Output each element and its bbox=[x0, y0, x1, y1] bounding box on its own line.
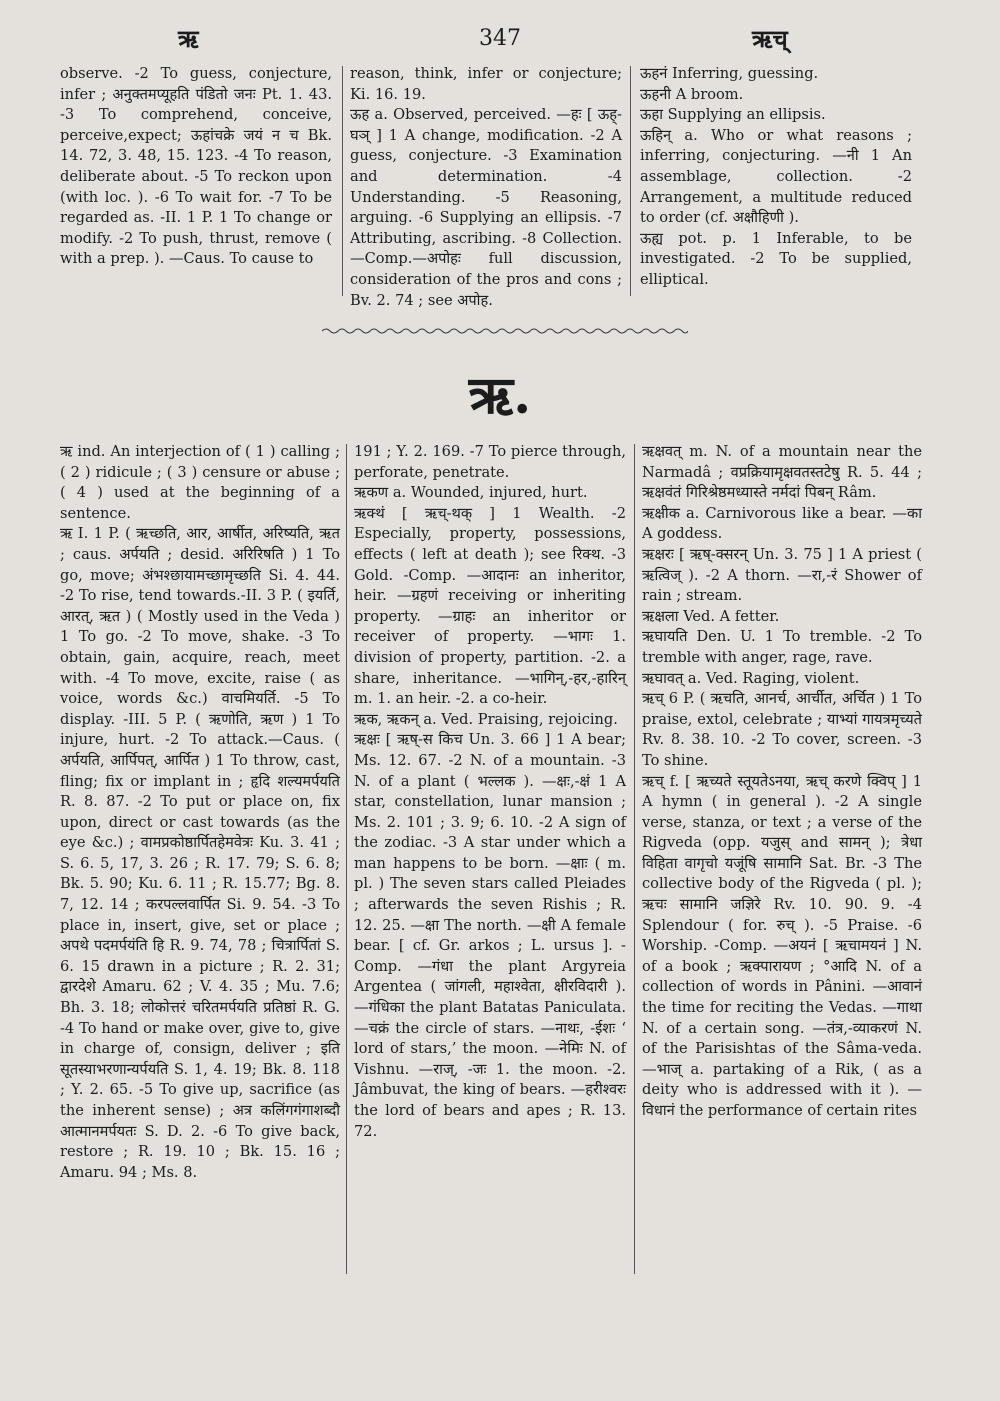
entry-text: ऋघायति Den. U. 1 To tremble. -2 To tremble with anger, rage, rave. bbox=[642, 628, 922, 666]
bottom-column-1 bbox=[60, 442, 340, 1183]
entry-text: ऋक, ऋकन् a. Ved. Praising, rejoicing. bbox=[354, 710, 618, 728]
top-column-3 bbox=[640, 64, 912, 291]
header-right-word: ऋच् bbox=[752, 24, 788, 53]
entry-text: ऊह्य pot. p. 1 Inferable, to be investigated. -2 To be supplied, elliptical. bbox=[640, 229, 912, 288]
top-column-1 bbox=[60, 64, 332, 270]
entry-text: ऋकण a. Wounded, injured, hurt. bbox=[354, 484, 588, 502]
entry-text: ऊहिन् a. Who or what reasons ; inferring, conjecturing. —नी 1 An assemblage, collection. -2 Arrangement, a multitude reduced to order (cf. अक्षौहिणी ). bbox=[640, 126, 912, 227]
column-divider bbox=[346, 444, 347, 1274]
bottom-column-2 bbox=[354, 442, 626, 1142]
bottom-column-3 bbox=[642, 442, 922, 1122]
section-divider-ornament bbox=[322, 326, 688, 336]
entry-text: ऊहनी A broom. bbox=[640, 85, 744, 103]
entry-text: ऋक्षवत् m. N. of a mountain near the Narmadâ ; वप्रक्रियामृक्षवतस्तटेषु R. 5. 44 ; ऋक्षवंतं गिरिश्रेष्ठमध्यास्ते नर्मदां पिबन् Râm. bbox=[642, 443, 922, 502]
entry-text: ऋक्षः [ ऋष्-स किच Un. 3. 66 ] 1 A bear; Ms. 12. 67. -2 N. of a mountain. -3 N. of a plant ( भल्लक ). —क्षः,-क्षं 1 A star, constellation, lunar mansion ; Ms. 2. 101 ; 3. 9; 6. 10. -2 A sign of the zodiac. -3 A star under which a man happens to be born. —क्षाः ( m. pl. ) The seven stars called Pleiades ; afterwards the seven Rishis ; R. 12. 25. —क्षा The north. —क्षी A female bear. [ cf. Gr. arkos ; L. ursus ]. -Comp. —गंधा the plant Argyreia Argentea ( जांगली, महाश्वेता, क्षीरविदारी ). —गंधिका the plant Batatas Paniculata. —चक्रं the circle of stars. —नाथः, -ईशः ‘ lord of stars,’ the moon. —नेमिः N. of Vishnu. —राज्, -जः 1. the moon. -2. Jâmbuvat, the king of bears. —हरीश्वरः the lord of bears and apes ; R. 13. 72. bbox=[354, 731, 626, 1140]
entry-text: ऋघावत् a. Ved. Raging, violent. bbox=[642, 669, 860, 687]
entry-text: ऋ ind. An interjection of ( 1 ) calling ; ( 2 ) ridicule ; ( 3 ) censure or abuse ; ( 4 ) used at the beginning of a sentence. bbox=[60, 443, 340, 522]
entry-text: 191 ; Y. 2. 169. -7 To pierce through, perforate, penetrate. bbox=[354, 443, 626, 481]
entry-text: ऊह a. Observed, perceived. —हः [ ऊह्-घञ् ] 1 A change, modification. -2 A guess, conjecture. -3 Examination and determination. -4 Understanding. -5 Reasoning, arguing. -6 Supplying an ellipsis. -7 Attributing, ascribing. -8 Collection.—Comp.—अपोहः full discussion, consideration of the pros and cons ; Bv. 2. 74 ; see अपोह. bbox=[350, 106, 622, 309]
entry-text: ऋ I. 1 P. ( ऋच्छति, आर, आर्षीत, अरिष्यति, ऋत ; caus. अर्पयति ; desid. अरिरिषति ) 1 To go, move; अंभश्छायामच्छामृच्छति Si. 4. 44. -2 To rise, tend towards.-II. 3 P. ( इयर्ति, आरत्, ऋत ) ( Mostly used in the Veda ) 1 To go. -2 To move, shake. -3 To obtain, gain, acquire, reach, meet with. -4 To move, excite, raise ( as voice, words &c.) वाचमियर्ति. -5 To display. -III. 5 P. ( ऋणोति, ऋण ) 1 To injure, hurt. -2 To attack.—Caus. ( अर्पयति, आर्पिपत्, आर्पित ) 1 To throw, cast, fling; fix or implant in ; हृदि शल्यमर्पयति R. 8. 87. -2 To put or place on, fix upon, direct or cast towards (as the eye &c.) ; वामप्रकोष्ठार्पितहेमवेत्रः Ku. 3. 41 ; S. 6. 5, 17, 3. 26 ; R. 17. 79; S. 6. 8; Bk. 5. 90; Ku. 6. 11 ; R. 15.77; Bg. 8. 7, 12. 14 ; करपल्लवार्पित Si. 9. 54. -3 To place in, insert, give, set or place ; अपथे पदमर्पयंति हि R. 9. 74, 78 ; चित्रार्पितां S. 6. 15 drawn in a picture ; R. 2. 31; द्वारदेशे Amaru. 62 ; V. 4. 35 ; Mu. 7.6; Bh. 3. 18; लोकोत्तरं चरितमर्पयति प्रतिष्ठां R. G. -4 To hand or make over, give to, give in charge of, consign, deliver ; इति सूतस्याभरणान्यर्पयति S. 1, 4. 19; Bk. 8. 118 ; Y. 2. 65. -5 To give up, sacrifice (as the inherent sense) ; अत्र कलिंगगंगाशब्दौ आत्मानमर्पयतः S. D. 2. -6 To give back, restore ; R. 19. 10 ; Bk. 15. 16 ; Amaru. 94 ; Ms. 8. bbox=[60, 525, 340, 1181]
entry-text: ऊहनं Inferring, guessing. bbox=[640, 65, 819, 82]
column-divider bbox=[342, 66, 343, 296]
entry-text: ऊहा Supplying an ellipsis. bbox=[640, 106, 826, 124]
entry-text: ऋक्षरः [ ऋष्-क्सरन् Un. 3. 75 ] 1 A priest ( ऋत्विज् ). -2 A thorn. —रा,-रं Shower of rain ; stream. bbox=[642, 545, 922, 605]
entry-text: ऋक्थं [ ऋच्-थक् ] 1 Wealth. -2 Especially, property, possessions, effects ( left at death ); see रिक्थ. -3 Gold. -Comp. —आदानः an inheritor, heir. —ग्रहणं receiving or inheriting property. —ग्राहः an inheritor or receiver of property. —भागः 1. division of property, partition. -2. a share, inheritance. —भागिन्,-हर,-हारिन् m. 1. an heir. -2. a co-heir. bbox=[354, 504, 626, 708]
entry-text: ऋक्षीक a. Carnivorous like a bear. —का A goddess. bbox=[642, 504, 922, 543]
section-letter: ऋ. bbox=[468, 365, 532, 426]
page-number: 347 bbox=[479, 26, 521, 51]
entry-text: ऋक्षला Ved. A fetter. bbox=[642, 607, 780, 625]
column-divider bbox=[630, 66, 631, 296]
entry-text: ऋच् 6 P. ( ऋचति, आनर्च, आर्चीत, अर्चित ) 1 To praise, extol, celebrate ; याभ्यां गायत्रमृच्यते Rv. 8. 38. 10. -2 To cover, screen. -3 To shine. bbox=[642, 690, 922, 769]
header-left-word: ऋ bbox=[178, 24, 199, 53]
top-column-2 bbox=[350, 64, 622, 311]
column-divider bbox=[634, 444, 635, 1274]
entry-text: ऋच् f. [ ऋच्यते स्तूयतेऽनया, ऋच् करणे क्विप् ] 1 A hymn ( in general ). -2 A single verse, stanza, or text ; a verse of the Rigveda (opp. यजुस् and सामन् ); त्रेधा विहिता वागृचो यजूंषि सामानि Sat. Br. -3 The collective body of the Rigveda ( pl. ); ऋचः सामानि जज्ञिरे Rv. 10. 90. 9. -4 Splendour ( for. रुच् ). -5 Praise. -6 Worship. -Comp. —अयनं [ ऋचामयनं ] N. of a book ; ऋक्पारायण ; °आदि N. of a collection of words in Pânini. —आवानं the time for reciting the Vedas. —गाथा N. of a certain song. —तंत्र,-व्याकरणं N. of the Parisishtas of the Sâma-veda. —भाज् a. partaking of a Rik, ( as a deity who is addressed with it ). —विधानं the performance of certain rites bbox=[642, 772, 922, 1119]
entry-text: reason, think, infer or conjecture; Ki. 16. 19. bbox=[350, 65, 622, 103]
entry-text: observe. -2 To guess, conjecture, infer ; अनुक्तमप्यूहति पंडितो जनः Pt. 1. 43. -3 To comprehend, conceive, perceive,expect; ऊहांचक्रे जयं न च Bk. 14. 72, 3. 48, 15. 123. -4 To reason, deliberate about. -5 To reckon upon (with loc. ). -6 To wait for. -7 To be regarded as. -II. 1 P. 1 To change or modify. -2 To push, thrust, remove ( with a prep. ). —Caus. To cause to bbox=[60, 65, 332, 268]
